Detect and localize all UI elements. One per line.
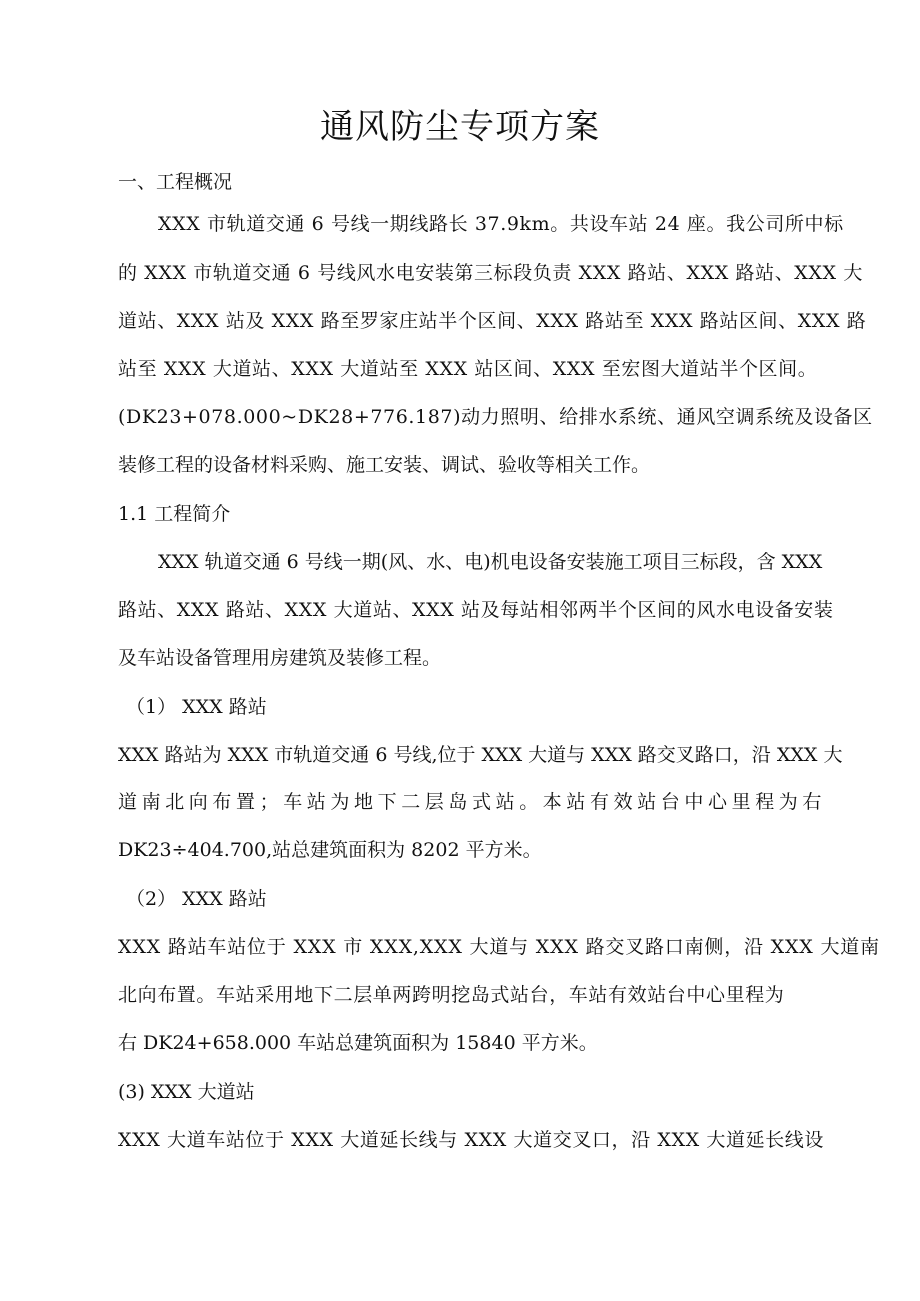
paragraph-line: XXX 大道车站位于 XXX 大道延长线与 XXX 大道交叉口，沿 XXX 大道延长线设 [118,1129,824,1151]
document-title: 通风防尘专项方案 [320,107,600,147]
station-heading-2: （2） XXX 路站 [126,888,267,910]
paragraph-line: 道站、XXX 站及 XXX 路至罗家庄站半个区间、XXX 路站至 XXX 路站区间、XXX 路 [118,310,867,332]
station-heading-3: (3) XXX 大道站 [118,1081,255,1103]
paragraph-line: 站至 XXX 大道站、XXX 大道站至 XXX 站区间、XXX 至宏图大道站半个区间。 [118,358,818,380]
paragraph-line: XXX 路站车站位于 XXX 市 XXX,XXX 大道与 XXX 路交叉路口南侧，沿 XXX 大道南 [118,936,880,958]
paragraph-line: XXX 轨道交通 6 号线一期(风、水、电)机电设备安装施工项目三标段，含 XXX [158,551,823,573]
paragraph-line: (DK23+078.000~DK28+776.187)动力照明、给排水系统、通风空调系统及设备区 [118,406,873,428]
paragraph-line: 道南北向布置；车站为地下二层岛式站。本站有效站台中心里程为右 [118,791,827,813]
paragraph-line: XXX 市轨道交通 6 号线一期线路长 37.9km。共设车站 24 座。我公司所中标 [158,213,844,235]
paragraph-line: DK23÷404.700,站总建筑面积为 8202 平方米。 [118,839,542,861]
section-heading-project-intro: 1.1 工程简介 [118,503,231,525]
paragraph-line: 路站、XXX 路站、XXX 大道站、XXX 站及每站相邻两半个区间的风水电设备安装 [118,599,834,621]
station-heading-1: （1） XXX 路站 [126,696,267,718]
paragraph-line: 装修工程的设备材料采购、施工安装、调试、验收等相关工作。 [118,454,651,476]
section-heading-project-overview: 一、工程概况 [118,171,233,193]
paragraph-line: 及车站设备管理用房建筑及装修工程。 [118,647,442,669]
paragraph-line: 右 DK24+658.000 车站总建筑面积为 15840 平方米。 [118,1032,598,1054]
paragraph-line: 的 XXX 市轨道交通 6 号线风水电安装第三标段负责 XXX 路站、XXX 路站、XXX 大 [118,262,863,284]
paragraph-line: XXX 路站为 XXX 市轨道交通 6 号线,位于 XXX 大道与 XXX 路交叉路口，沿 XXX 大 [118,744,843,766]
paragraph-line: 北向布置。车站采用地下二层单两跨明挖岛式站台，车站有效站台中心里程为 [118,984,785,1006]
